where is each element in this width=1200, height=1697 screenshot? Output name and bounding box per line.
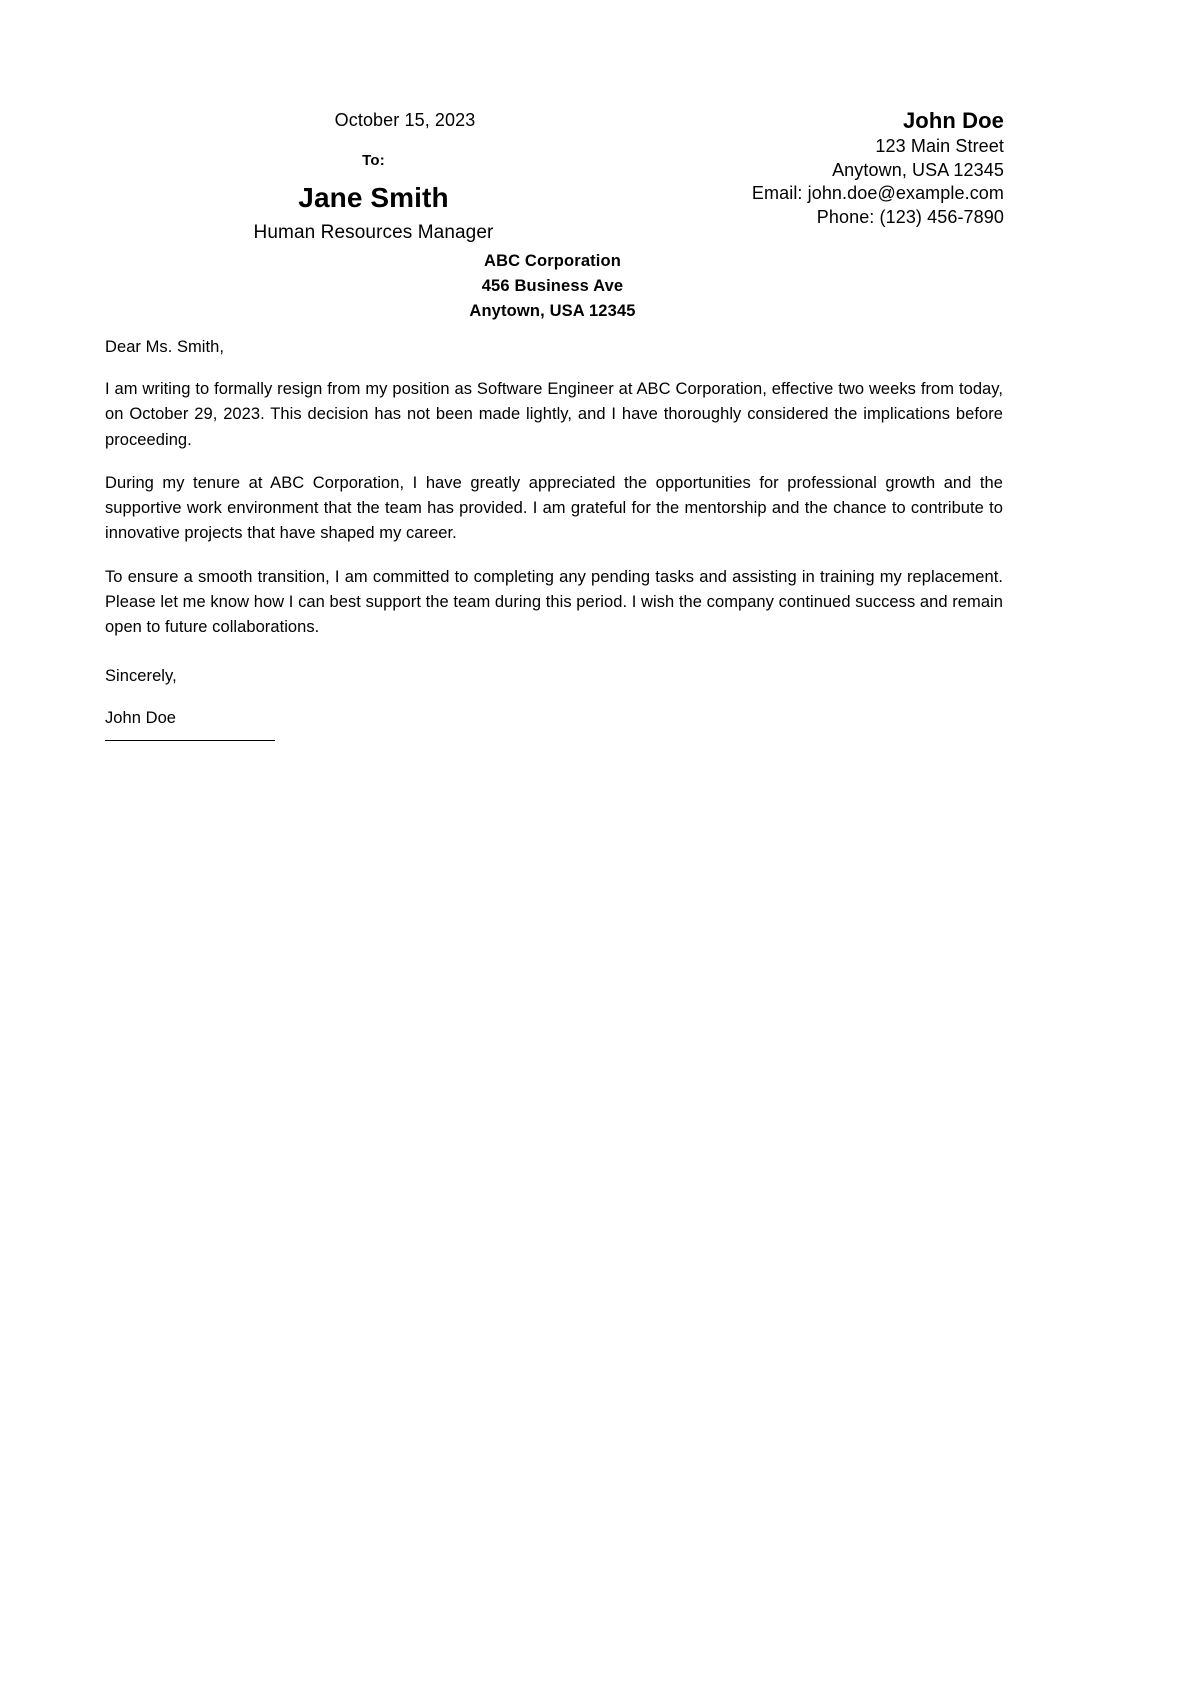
- to-label: To:: [362, 152, 385, 169]
- recipient-title: Human Resources Manager: [253, 222, 494, 243]
- letter-header: [0, 0, 1200, 330]
- recipient-company-block: [305, 249, 800, 324]
- sender-name: John Doe: [902, 108, 1004, 133]
- recipient-street: 456 Business Ave: [481, 277, 624, 295]
- closing: Sincerely,: [105, 666, 177, 685]
- salutation: Dear Ms. Smith,: [105, 338, 225, 356]
- sender-street: 123 Main Street: [875, 136, 1004, 156]
- body-paragraph: During my tenure at ABC Corporation, I have greatly appreciated the opportunities for professional growth and the supportive work environment that the team has provided. I am grateful for the mentorship and the chance to contribute to innovative projects that have shaped my career.: [105, 473, 1003, 543]
- body-paragraph: To ensure a smooth transition, I am committed to completing any pending tasks and assisting in training my replacement. Please let me know how I can best support the team during this period. I wish the company continued success and remain open to future collaborations.: [105, 567, 1003, 637]
- sender-city-state-zip: Anytown, USA 12345: [832, 159, 1004, 180]
- sender-email: Email: john.doe@example.com: [751, 183, 1004, 203]
- recipient-city-state-zip: Anytown, USA 12345: [469, 302, 636, 320]
- letter-date: October 15, 2023: [334, 110, 476, 130]
- recipient-name: Jane Smith: [298, 182, 449, 213]
- signature-line: [105, 740, 275, 741]
- letter-body: [105, 336, 1003, 741]
- recipient-company: ABC Corporation: [484, 252, 621, 270]
- recipient-block: [105, 150, 642, 246]
- signature-name: John Doe: [105, 708, 177, 727]
- body-paragraph: I am writing to formally resign from my position as Software Engineer at ABC Corporation, effective two weeks from today, on October 29, 2023. This decision has not been made lightly, and I have thoroughly considered the implications before proceeding.: [105, 380, 1003, 449]
- sender-phone: Phone: (123) 456-7890: [816, 206, 1004, 227]
- sender-address-block: [584, 106, 1004, 229]
